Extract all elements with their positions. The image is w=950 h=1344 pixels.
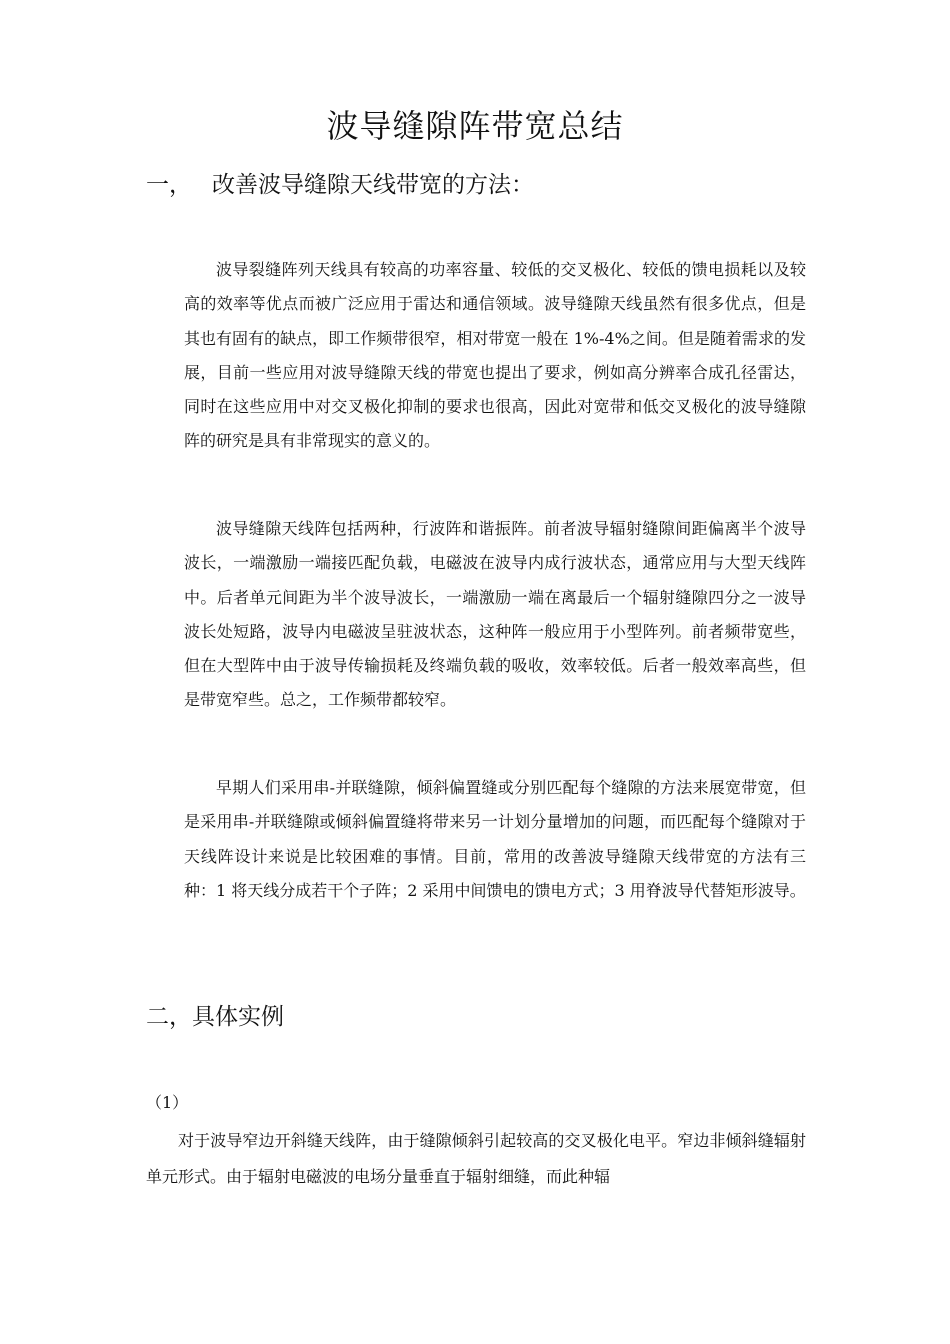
paragraph-2: [184, 512, 806, 718]
section-1-number: 一，: [146, 172, 192, 198]
paragraph-3: [184, 771, 806, 908]
example-1-text: 对于波导窄边开斜缝天线阵，由于缝隙倾斜引起较高的交叉极化电平。窄边非倾斜缝辐射单元形式。由于辐射电磁波的电场分量垂直于辐射细缝，而此种辐: [146, 1131, 806, 1186]
example-1-label: （1）: [146, 1093, 189, 1112]
page-title: 波导缝隙阵带宽总结: [326, 107, 624, 145]
paragraph-1: [184, 253, 806, 459]
paragraph-3-text: 早期人们采用串-并联缝隙，倾斜偏置缝或分别匹配每个缝隙的方法来展宽带宽，但是采用串-并联缝隙或倾斜偏置缝将带来另一计划分量增加的问题，而匹配每个缝隙对于天线阵设计来说是比较困难的事情。目前，常用的改善波导缝隙天线带宽的方法有三种：1 将天线分成若干个子阵；2 采用中间馈电的馈电方式；3 用脊波导代替矩形波导。: [184, 778, 806, 900]
paragraph-2-text: 波导缝隙天线阵包括两种，行波阵和谐振阵。前者波导辐射缝隙间距偏离半个波导波长，一端激励一端接匹配负载，电磁波在波导内成行波状态，通常应用与大型天线阵中。后者单元间距为半个波导波长，一端激励一端在离最后一个辐射缝隙四分之一波导波长处短路，波导内电磁波呈驻波状态，这种阵一般应用于小型阵列。前者频带宽些，但在大型阵中由于波导传输损耗及终端负载的吸收，效率较低。后者一般效率高些，但是带宽窄些。总之，工作频带都较窄。: [184, 519, 806, 710]
paragraph-1-text: 波导裂缝阵列天线具有较高的功率容量、较低的交叉极化、较低的馈电损耗以及较高的效率等优点而被广泛应用于雷达和通信领域。波导缝隙天线虽然有很多优点，但是其也有固有的缺点，即工作频带很窄，相对带宽一般在 1%-4%之间。但是随着需求的发展，目前一些应用对波导缝隙天线的带宽也提出了要求，例如高分辨率合成孔径雷达，同时在这些应用中对交叉极化抑制的要求也很高，因此对宽带和低交叉极化的波导缝隙阵的研究是具有非常现实的意义的。: [184, 260, 806, 451]
section-1-title: 改善波导缝隙天线带宽的方法：: [212, 172, 534, 198]
section-1-heading: [146, 168, 534, 202]
example-1-paragraph: [146, 1123, 806, 1195]
section-2-heading: 二，具体实例: [146, 1004, 284, 1030]
